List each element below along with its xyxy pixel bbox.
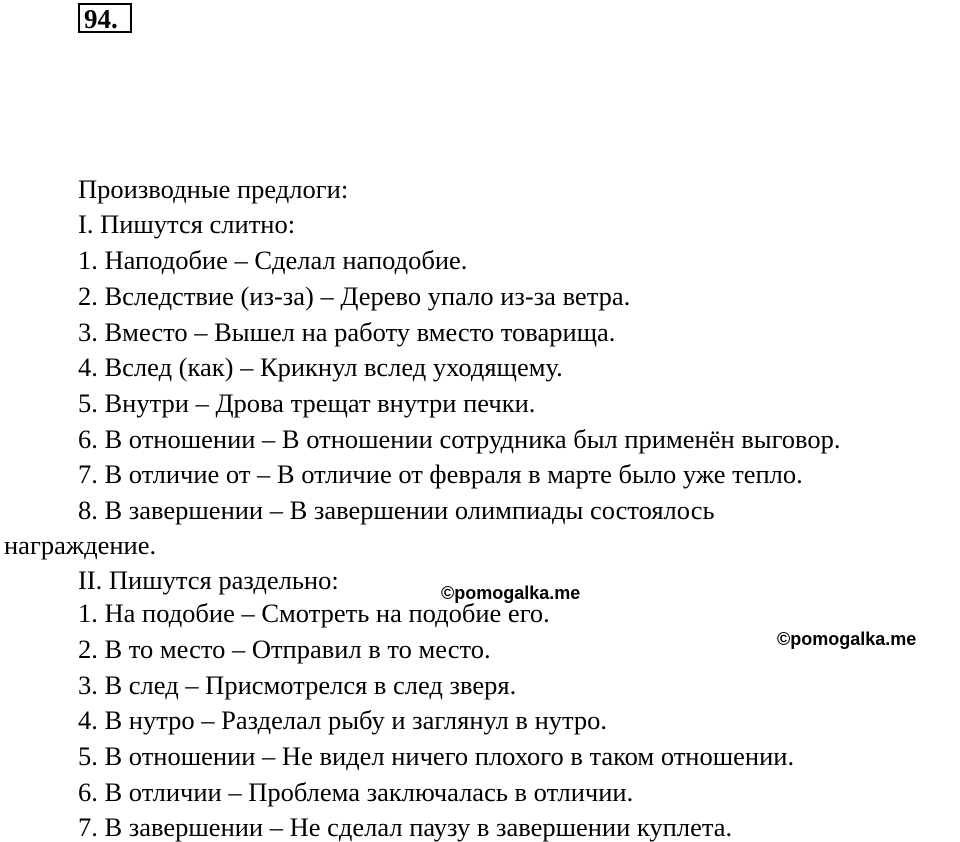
heading: Производные предлоги:	[78, 174, 349, 204]
section1-title: I. Пишутся слитно:	[78, 209, 296, 239]
list-item: 4. Вслед (как) – Крикнул вслед уходящему.	[78, 352, 563, 382]
list-item-continuation: награждение.	[4, 530, 157, 560]
list-item: 3. Вместо – Вышел на работу вместо товарища.	[78, 317, 616, 347]
list-item: 8. В завершении – В завершении олимпиады состоялось	[78, 495, 715, 525]
list-item: 4. В нутро – Разделал рыбу и заглянул в нутро.	[78, 705, 608, 735]
task-number: 94.	[78, 3, 132, 33]
watermark: ©pomogalka.me	[777, 629, 917, 649]
list-item: 3. В след – Присмотрелся в след зверя.	[78, 670, 517, 700]
list-item: 5. В отношении – Не видел ничего плохого в таком отношении.	[78, 741, 795, 771]
watermark: ©pomogalka.me	[441, 583, 581, 603]
section2-title: II. Пишутся раздельно:	[78, 565, 339, 595]
list-item: 5. Внутри – Дрова трещат внутри печки.	[78, 388, 536, 418]
list-item: 7. В отличие от – В отличие от февраля в марте было уже тепло.	[78, 459, 803, 489]
list-item: 1. Наподобие – Сделал наподобие.	[78, 245, 468, 275]
list-item: 6. В отношении – В отношении сотрудника был применён выговор.	[78, 424, 841, 454]
list-item: 6. В отличии – Проблема заключалась в отличии.	[78, 777, 634, 807]
list-item: 7. В завершении – Не сделал паузу в завершении куплета.	[78, 812, 733, 842]
list-item: 1. На подобие – Смотреть на подобие его.	[78, 598, 550, 628]
list-item: 2. Вследствие (из-за) – Дерево упало из-за ветра.	[78, 281, 631, 311]
list-item: 2. В то место – Отправил в то место.	[78, 634, 491, 664]
